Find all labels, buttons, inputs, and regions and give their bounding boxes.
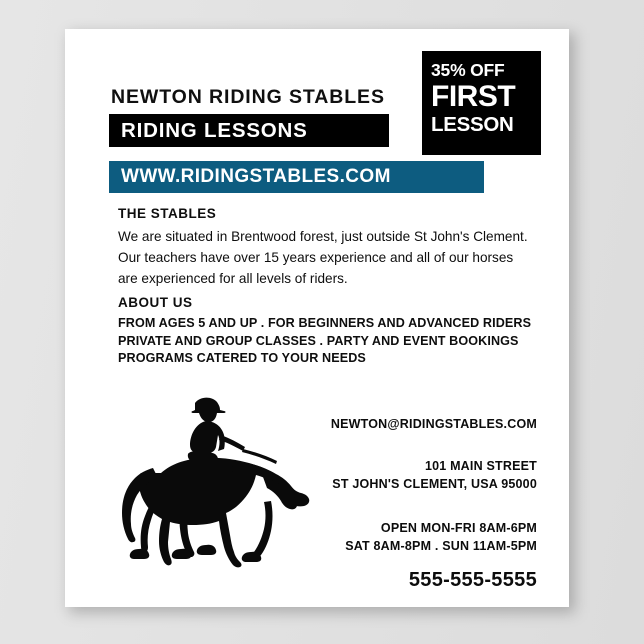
discount-lesson-label: LESSON: [431, 113, 514, 136]
contact-address-line-1: 101 MAIN STREET: [424, 459, 537, 473]
riding-lessons-banner: [109, 114, 389, 147]
contact-block: [307, 417, 537, 592]
contact-phone[interactable]: 555-555-5555: [408, 569, 537, 591]
contact-address-line-2: ST JOHN'S CLEMENT, USA 95000: [332, 477, 537, 491]
discount-percent-label: 35% OFF: [431, 60, 505, 80]
stables-section-body: We are situated in Brentwood forest, just outside St John's Clement. Our teachers have over 15 years experience and all of our horses are experienced for all levels of riders.: [118, 229, 528, 286]
about-line-1: FROM AGES 5 AND UP . FOR BEGINNERS AND ADVANCED RIDERS: [118, 316, 532, 330]
about-section-body: [118, 315, 538, 368]
riding-lessons-label: RIDING LESSONS: [121, 118, 308, 142]
riding-stables-poster: [65, 29, 569, 607]
contact-email[interactable]: NEWTON@RIDINGSTABLES.COM: [330, 417, 537, 431]
about-section-heading: ABOUT US: [118, 295, 193, 310]
website-banner[interactable]: [109, 161, 484, 193]
stables-section-heading: THE STABLES: [118, 206, 217, 221]
contact-spacer: [307, 493, 537, 519]
discount-first-label: FIRST: [431, 80, 516, 113]
website-url-label: WWW.RIDINGSTABLES.COM: [121, 166, 391, 187]
contact-hours-line-2: SAT 8AM-8PM . SUN 11AM-5PM: [345, 539, 537, 553]
discount-badge: [422, 51, 541, 155]
company-name: NEWTON RIDING STABLES: [111, 86, 385, 108]
contact-hours-line-1: OPEN MON-FRI 8AM-6PM: [380, 521, 537, 535]
about-line-3: PROGRAMS CATERED TO YOUR NEEDS: [118, 351, 366, 365]
about-line-2: PRIVATE AND GROUP CLASSES . PARTY AND EVENT BOOKINGS: [118, 333, 519, 348]
